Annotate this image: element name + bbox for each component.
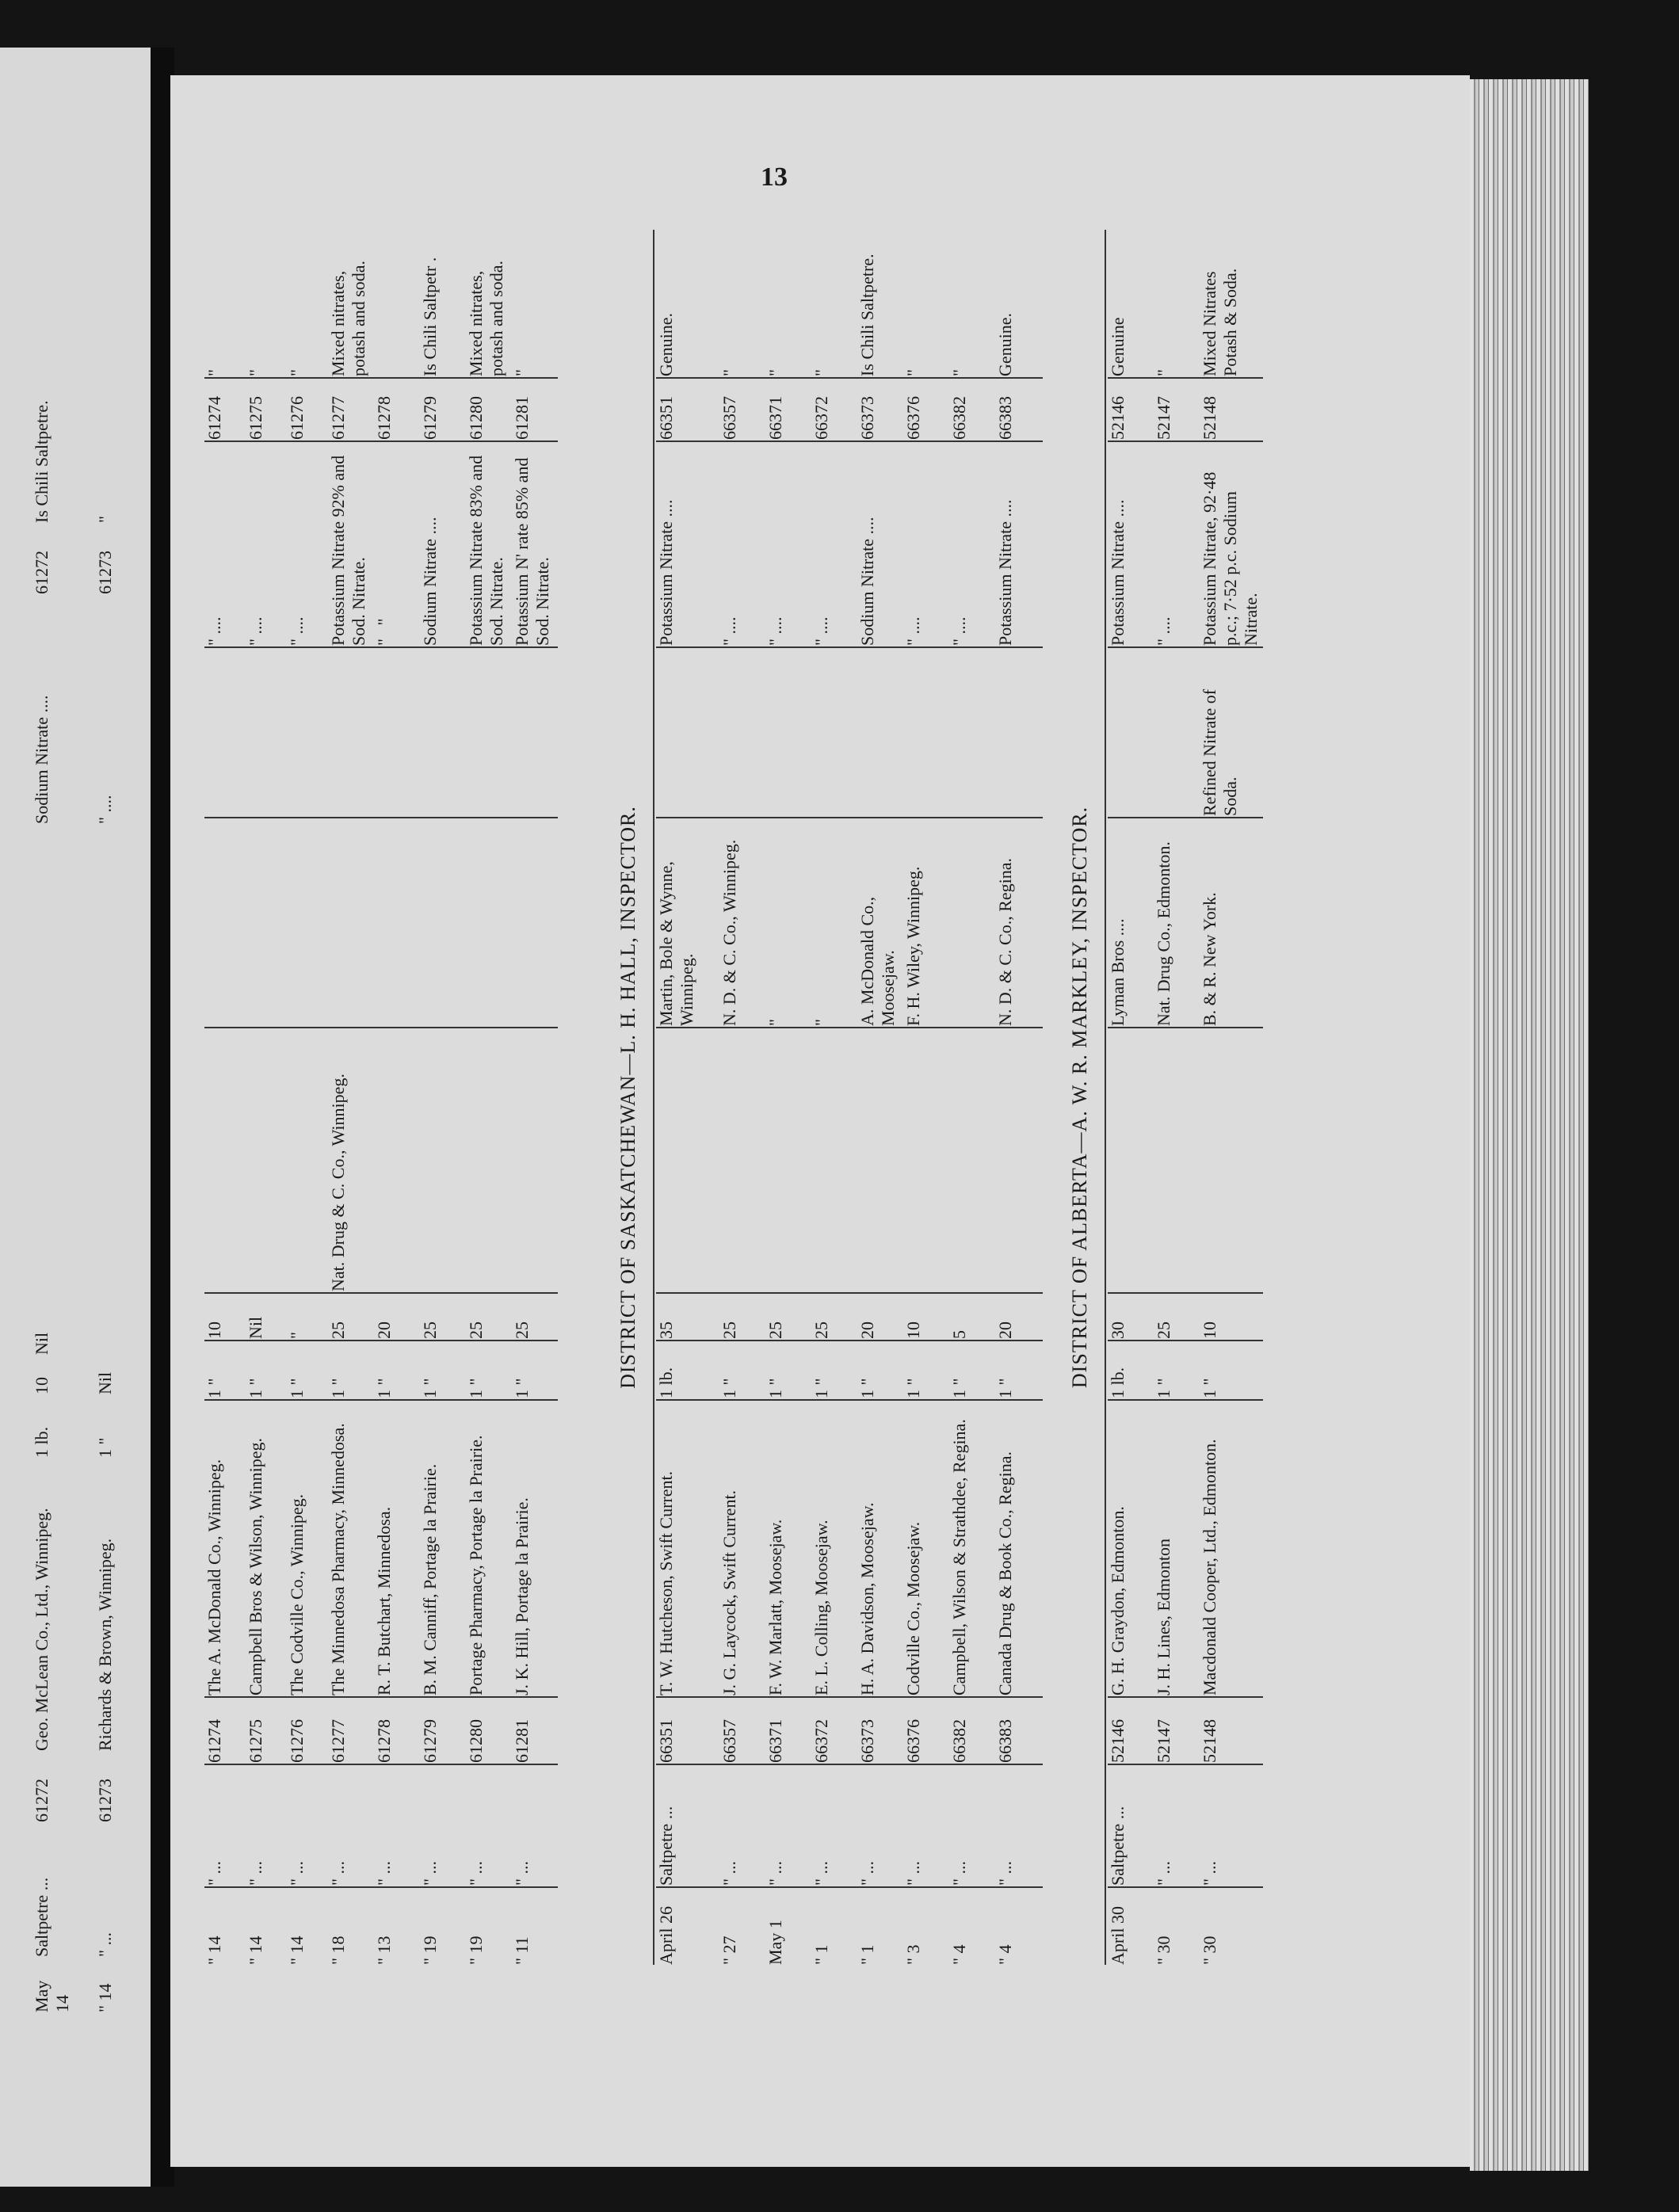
cell-remarks: "	[903, 369, 923, 376]
cell-refined: Refined Nitrate of Soda.	[1200, 685, 1240, 816]
cell-price: Nil	[246, 1316, 265, 1339]
cell-price: 25	[420, 1321, 440, 1339]
cell-quantity: 1 "	[466, 1378, 486, 1398]
cell-result: Potassium Nitrate ....	[1108, 499, 1128, 646]
cell-analyst-number: 52148	[1200, 396, 1219, 440]
column-rule	[1108, 1696, 1263, 1698]
cell-date: " 14	[95, 1983, 115, 2012]
column-rule	[656, 1399, 1043, 1401]
cell-vendor: Codville Co., Moosejaw.	[903, 1521, 923, 1695]
cell-number: 61277	[328, 1719, 348, 1763]
cell-article: Saltpetre ...	[656, 1806, 676, 1886]
cell-vendor: Campbell Bros & Wilson, Winnipeg.	[246, 1438, 265, 1695]
cell-quantity: 1 "	[1200, 1378, 1219, 1398]
cell-quantity: 1 "	[811, 1378, 831, 1398]
cell-analyst-number: 66383	[995, 396, 1015, 440]
cell-article: " ...	[811, 1861, 831, 1886]
cell-remarks: Mixed nitrates, potash and soda.	[466, 260, 506, 376]
cell-remarks: "	[512, 369, 532, 376]
cell-date: " 14	[287, 1936, 307, 1965]
cell-vendor: Geo. McLean Co., Ltd., Winnipeg.	[32, 1508, 52, 1751]
cell-number: 66382	[949, 1719, 969, 1763]
cell-date: April 26	[656, 1906, 676, 1965]
column-rule	[204, 1764, 558, 1765]
column-rule	[1108, 817, 1263, 818]
cell-quantity: 1 "	[95, 1437, 115, 1458]
column-rule	[656, 646, 1043, 648]
cell-analyst-number: 61272	[32, 551, 52, 594]
cell-vendor: B. M. Canniff, Portage la Prairie.	[420, 1463, 440, 1695]
cell-article: " ...	[857, 1861, 877, 1886]
cell-remarks: Mixed nitrates, potash and soda.	[328, 260, 368, 376]
previous-page-table	[24, 277, 151, 2012]
cell-remarks: "	[949, 369, 969, 376]
cell-vendor: Campbell, Wilson & Strathdee, Regina.	[949, 1419, 969, 1695]
cell-result: Sodium Nitrate ....	[32, 695, 52, 824]
cell-maker: F. H. Wiley, Winnipeg.	[903, 866, 923, 1026]
column-rule	[204, 1340, 558, 1341]
cell-quantity: 1 "	[903, 1378, 923, 1398]
cell-result: Potassium Nitrate 92% and Sod. Nitrate.	[328, 451, 368, 646]
column-rule	[656, 1764, 1043, 1765]
cell-remarks: Mixed Nitrates Potash & Soda.	[1200, 266, 1240, 376]
cell-vendor: Richards & Brown, Winnipeg.	[95, 1538, 115, 1751]
cell-article: " ...	[204, 1861, 224, 1886]
cell-date: " 4	[995, 1944, 1015, 1965]
cell-date: May 14	[32, 1976, 72, 2012]
cell-article: " ...	[1200, 1861, 1219, 1886]
cell-price: Nil	[95, 1371, 115, 1394]
cell-remarks: "	[287, 369, 307, 376]
cell-analyst-number: 61280	[466, 396, 486, 440]
cell-price: 5	[949, 1330, 969, 1339]
cell-price: 25	[328, 1321, 348, 1339]
cell-date: " 19	[466, 1936, 486, 1965]
cell-price: 10	[204, 1321, 224, 1339]
cell-price: 25	[512, 1321, 532, 1339]
column-rule	[656, 1696, 1043, 1698]
cell-maker: B. & R. New York.	[1200, 892, 1219, 1026]
cell-result: " ....	[811, 616, 831, 646]
cell-number: 61273	[95, 1779, 115, 1822]
cell-number: 52148	[1200, 1719, 1219, 1763]
section-title: DISTRICT OF ALBERTA—A. W. R. MARKLEY, INSPECTOR.	[1068, 806, 1091, 1389]
section-title: DISTRICT OF SASKATCHEWAN—L. H. HALL, INSPECTOR.	[616, 806, 639, 1389]
cell-vendor: The Minnedosa Pharmacy, Minnedosa.	[328, 1423, 348, 1695]
cell-number: 66373	[857, 1719, 877, 1763]
column-rule	[1108, 646, 1263, 648]
cell-number: 61279	[420, 1719, 440, 1763]
cell-vendor: The Codville Co., Winnipeg.	[287, 1493, 307, 1695]
cell-vendor: G. H. Graydon, Edmonton.	[1108, 1506, 1128, 1695]
column-rule	[204, 646, 558, 648]
cell-analyst-number: 61277	[328, 396, 348, 440]
cell-price: 25	[765, 1321, 785, 1339]
cell-price: 10	[903, 1321, 923, 1339]
rotated-table	[204, 230, 1393, 1965]
column-rule	[1108, 1764, 1263, 1765]
column-rule	[1108, 1292, 1263, 1294]
cell-analyst-number: 66376	[903, 396, 923, 440]
column-rule	[656, 817, 1043, 818]
cell-price: 25	[719, 1321, 739, 1339]
column-rule	[1108, 1886, 1263, 1888]
cell-article: " ...	[328, 1861, 348, 1886]
cell-analyst-number: 66372	[811, 396, 831, 440]
page-number: 13	[761, 162, 788, 192]
cell-analyst-number: 61273	[95, 551, 115, 594]
cell-remarks: "	[246, 369, 265, 376]
column-rule	[1108, 1340, 1263, 1341]
column-rule	[204, 817, 558, 818]
cell-date: " 19	[420, 1936, 440, 1965]
cell-remarks: Genuine.	[995, 312, 1015, 376]
cell-vendor: E. L. Colling, Moosejaw.	[811, 1520, 831, 1695]
cell-quantity: 1 "	[246, 1378, 265, 1398]
column-rule	[1108, 377, 1263, 379]
cell-article: " ...	[949, 1861, 969, 1886]
cell-article: Saltpetre ...	[1108, 1806, 1128, 1886]
cell-quantity: 1 "	[420, 1378, 440, 1398]
cell-number: 61278	[374, 1719, 394, 1763]
cell-quantity: 1 "	[857, 1378, 877, 1398]
cell-remarks: Is Chili Saltpetre.	[32, 400, 52, 523]
cell-quantity: 1 lb.	[32, 1426, 52, 1458]
cell-number: 61280	[466, 1719, 486, 1763]
table-rule	[1105, 230, 1106, 1965]
cell-vendor: T. W. Hutcheson, Swift Current.	[656, 1470, 676, 1695]
previous-page	[0, 48, 151, 2187]
cell-number: 66371	[765, 1719, 785, 1763]
cell-analyst-number: 66371	[765, 396, 785, 440]
cell-vendor: J. K. Hill, Portage la Prairie.	[512, 1497, 532, 1695]
cell-article: " ...	[374, 1861, 394, 1886]
cell-maker: N. D. & C. Co., Winnipeg.	[719, 839, 739, 1026]
column-rule	[656, 1340, 1043, 1341]
cell-result: " ....	[1154, 616, 1173, 646]
cell-date: " 4	[949, 1944, 969, 1965]
cell-date: " 11	[512, 1936, 532, 1965]
cell-result: " ....	[95, 795, 115, 824]
cell-maker: Nat. Drug Co., Edmonton.	[1154, 841, 1173, 1026]
cell-maker: N. D. & C. Co., Regina.	[995, 857, 1015, 1026]
cell-article: " ...	[95, 1932, 115, 1957]
cell-date: " 30	[1200, 1936, 1219, 1965]
cell-quantity: 1 "	[204, 1378, 224, 1398]
page-edges	[1470, 79, 1589, 2171]
cell-quantity: 1 "	[949, 1378, 969, 1398]
cell-date: " 18	[328, 1936, 348, 1965]
cell-article: Saltpetre ...	[32, 1877, 52, 1957]
cell-price: 20	[995, 1321, 1015, 1339]
cell-analyst-number: 61281	[512, 396, 532, 440]
cell-remarks: "	[95, 516, 115, 523]
cell-quantity: 1 "	[374, 1378, 394, 1398]
cell-analyst-number: 61279	[420, 396, 440, 440]
cell-article: " ...	[287, 1861, 307, 1886]
cell-article: " ...	[995, 1861, 1015, 1886]
cell-vendor: J. H. Lines, Edmonton	[1154, 1539, 1173, 1695]
cell-quantity: 1 "	[328, 1378, 348, 1398]
cell-date: " 3	[903, 1944, 923, 1965]
cell-date: " 14	[246, 1936, 265, 1965]
cell-remarks: Is Chili Saltpetre.	[857, 254, 877, 376]
cell-quantity: 1 lb.	[1108, 1367, 1128, 1398]
cell-date: May 1	[765, 1920, 785, 1965]
cell-number: 61272	[32, 1779, 52, 1822]
cell-price: 10	[1200, 1321, 1219, 1339]
column-rule	[1108, 1399, 1263, 1401]
cell-article: " ...	[1154, 1861, 1173, 1886]
cell-remarks: "	[204, 369, 224, 376]
column-rule	[656, 440, 1043, 442]
cell-result: " ....	[204, 616, 224, 646]
cell-quantity: 1 "	[1154, 1378, 1173, 1398]
column-rule	[204, 1292, 558, 1294]
cell-vendor: Macdonald Cooper, Ltd., Edmonton.	[1200, 1439, 1219, 1695]
cell-analyst-number: 52147	[1154, 396, 1173, 440]
cell-vendor: R. T. Butchart, Minnedosa.	[374, 1506, 394, 1695]
column-rule	[204, 1696, 558, 1698]
cell-article: " ...	[903, 1861, 923, 1886]
cell-remarks: "	[765, 369, 785, 376]
cell-quantity: 1 lb.	[656, 1367, 676, 1398]
cell-result: " ....	[719, 616, 739, 646]
cell-article: " ...	[765, 1861, 785, 1886]
column-rule	[204, 1027, 558, 1028]
column-rule	[656, 1292, 1043, 1294]
cell-date: " 27	[719, 1936, 739, 1965]
cell-analyst-number: 61275	[246, 396, 265, 440]
column-rule	[204, 440, 558, 442]
cell-analyst-number: 66357	[719, 396, 739, 440]
cell-article: " ...	[420, 1861, 440, 1886]
cell-number: 66357	[719, 1719, 739, 1763]
column-rule	[204, 377, 558, 379]
cell-maker: A. McDonald Co., Moosejaw.	[857, 892, 898, 1026]
cell-price: "	[287, 1332, 307, 1339]
cell-result: " ....	[246, 616, 265, 646]
cell-price: 10	[32, 1377, 52, 1394]
cell-number: 66383	[995, 1719, 1015, 1763]
column-rule	[1108, 440, 1263, 442]
cell-article: " ...	[719, 1861, 739, 1886]
cell-result: " ....	[287, 616, 307, 646]
cell-vendor: F. W. Marlatt, Moosejaw.	[765, 1519, 785, 1695]
cell-number: 61274	[204, 1719, 224, 1763]
cell-number: 61281	[512, 1719, 532, 1763]
cell-analyst-number: 61278	[374, 396, 394, 440]
cell-number: 61275	[246, 1719, 265, 1763]
column-rule	[656, 1886, 1043, 1888]
cell-date: " 30	[1154, 1936, 1173, 1965]
cell-quantity: 1 "	[765, 1378, 785, 1398]
cell-number: 66351	[656, 1719, 676, 1763]
cell-price: 25	[1154, 1321, 1173, 1339]
cell-remarks: "	[719, 369, 739, 376]
cell-number: 52147	[1154, 1719, 1173, 1763]
cell-result: Potassium Nitrate ....	[995, 499, 1015, 646]
cell-result: Potassium Nitrate, 92·48 p.c.; 7·52 p.c. Sodium Nitrate.	[1200, 467, 1261, 646]
cell-result: " ....	[765, 616, 785, 646]
cell-date: " 14	[204, 1936, 224, 1965]
cell-date: April 30	[1108, 1906, 1128, 1965]
cell-remarks: Is Chili Saltpetr .	[420, 257, 440, 376]
column-rule	[1108, 1027, 1263, 1028]
column-rule	[656, 377, 1043, 379]
cell-remarks: Genuine.	[656, 312, 676, 376]
cell-price: 20	[857, 1321, 877, 1339]
cell-analyst-number: 61276	[287, 396, 307, 440]
cell-vendor: Canada Drug & Book Co., Regina.	[995, 1451, 1015, 1695]
cell-date: " 13	[374, 1936, 394, 1965]
cell-analyst-number: 66382	[949, 396, 969, 440]
cell-remarks: "	[811, 369, 831, 376]
cell-analyst-number: 52146	[1108, 396, 1128, 440]
cell-analyst-number: 66373	[857, 396, 877, 440]
cell-maker: Lyman Bros ....	[1108, 918, 1128, 1026]
cell-number: 66376	[903, 1719, 923, 1763]
cell-remarks: "	[1154, 369, 1173, 376]
cell-number: 61276	[287, 1719, 307, 1763]
cell-manufacturer: Nat. Drug & C. Co., Winnipeg.	[328, 1074, 348, 1291]
column-rule	[204, 1399, 558, 1401]
cell-number: 66372	[811, 1719, 831, 1763]
cell-quantity: 1 "	[287, 1378, 307, 1398]
cell-result: " "	[374, 618, 394, 646]
cell-quantity: 1 "	[995, 1378, 1015, 1398]
cell-analyst-number: 61274	[204, 396, 224, 440]
cell-quantity: 1 "	[512, 1378, 532, 1398]
cell-maker: Martin, Bole & Wynne, Winnipeg.	[656, 857, 696, 1026]
cell-maker: "	[811, 1019, 831, 1026]
cell-vendor: Portage Pharmacy, Portage la Prairie.	[466, 1435, 486, 1695]
cell-result: Potassium N' rate 85% and Sod. Nitrate.	[512, 453, 552, 646]
cell-vendor: J. G. Laycock, Swift Current.	[719, 1489, 739, 1695]
cell-price: 25	[811, 1321, 831, 1339]
cell-maker: "	[765, 1019, 785, 1026]
table-rule	[653, 230, 654, 1965]
cell-number: 52146	[1108, 1719, 1128, 1763]
cell-result: " ....	[903, 616, 923, 646]
cell-article: " ...	[512, 1861, 532, 1886]
cell-price: 25	[466, 1321, 486, 1339]
cell-result: " ....	[949, 616, 969, 646]
cell-price: 20	[374, 1321, 394, 1339]
cell-article: " ...	[466, 1861, 486, 1886]
column-rule	[204, 1886, 558, 1888]
cell-result: Potassium Nitrate ....	[656, 499, 676, 646]
cell-vendor: The A. McDonald Co., Winnipeg.	[204, 1459, 224, 1695]
cell-manufacturer: Nil	[32, 1332, 52, 1355]
column-rule	[656, 1027, 1043, 1028]
cell-vendor: H. A. Davidson, Moosejaw.	[857, 1502, 877, 1695]
cell-price: 35	[656, 1321, 676, 1339]
cell-remarks: Genuine	[1108, 317, 1128, 376]
cell-result: Sodium Nitrate ....	[857, 517, 877, 646]
cell-article: " ...	[246, 1861, 265, 1886]
cell-analyst-number: 66351	[656, 396, 676, 440]
cell-result: Sodium Nitrate ....	[420, 517, 440, 646]
cell-price: 30	[1108, 1321, 1128, 1339]
cell-date: " 1	[811, 1944, 831, 1965]
cell-result: Potassium Nitrate 83% and Sod. Nitrate.	[466, 451, 506, 646]
cell-quantity: 1 "	[719, 1378, 739, 1398]
cell-date: " 1	[857, 1944, 877, 1965]
